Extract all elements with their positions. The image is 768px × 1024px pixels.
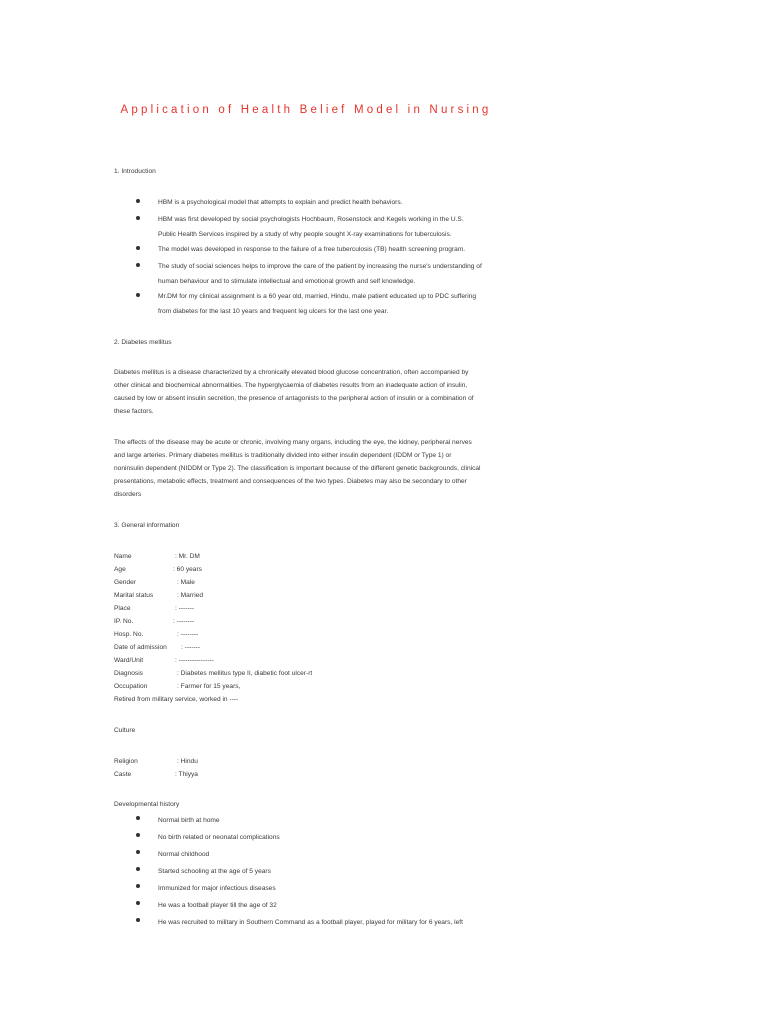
info-value-ward-unit: : ---------------- <box>175 657 214 664</box>
bullet-icon <box>136 867 140 871</box>
info-value-marital-status: : Married <box>177 592 204 599</box>
info-label-marital-status: Marital status <box>114 592 154 599</box>
diabetes-para2-line-4: presentations, metabolic effects, treatment and consequences of the two types. Diabetes may also be secondary to other <box>114 478 467 485</box>
intro-bullet-1-line-1: HBM is a psychological model that attempts to explain and predict health behaviors. <box>158 199 403 206</box>
diabetes-para2-line-5: disorders <box>114 491 142 498</box>
info-value-occupation: : Farmer for 15 years, <box>177 683 241 690</box>
info-value-place: : ------- <box>175 605 195 612</box>
section-heading-general-info: 3. General information <box>114 522 180 529</box>
info-value-name: : Mr. DM <box>175 553 200 560</box>
bullet-icon <box>136 901 140 905</box>
intro-bullet-4-line-2: human behaviour and to stimulate intellectual and emotional growth and self knowledge. <box>158 278 416 285</box>
bullet-icon <box>136 263 140 267</box>
info-value-diagnosis: : Diabetes mellitus type II, diabetic foot ulcer-rt <box>177 670 313 677</box>
info-value-gender: : Male <box>177 579 195 586</box>
info-label-gender: Gender <box>114 579 136 586</box>
info-label-diagnosis: Diagnosis <box>114 670 143 677</box>
bullet-icon <box>136 850 140 854</box>
info-label-place: Place <box>114 605 131 612</box>
intro-bullet-5-line-2: from diabetes for the last 10 years and frequent leg ulcers for the last one year. <box>158 308 389 315</box>
info-label-hosp-no: Hosp. No. <box>114 631 144 638</box>
dev-bullet-2: No birth related or neonatal complications <box>158 834 280 841</box>
info-value-age: : 60 years <box>173 566 202 573</box>
section-heading-diabetes: 2. Diabetes mellitus <box>114 339 172 346</box>
info-label-name: Name <box>114 553 132 560</box>
diabetes-para1-line-1: Diabetes mellitus is a disease characterized by a chronically elevated blood glucose concentration, often accompanied by <box>114 369 469 376</box>
dev-bullet-6: He was a football player till the age of 32 <box>158 902 277 909</box>
intro-bullet-3-line-1: The model was developed in response to the failure of a free tuberculosis (TB) health screening program. <box>158 246 466 253</box>
info-value-ip-no: : -------- <box>173 618 195 625</box>
retired-line: Retired from military service, worked in ---- <box>114 696 239 703</box>
bullet-icon <box>136 833 140 837</box>
culture-value-religion: : Hindu <box>177 758 198 765</box>
bullet-icon <box>136 246 140 250</box>
section-heading-introduction: 1. Introduction <box>114 168 156 175</box>
diabetes-para1-line-3: caused by low or absent insulin secretion, the presence of antagonists to the peripheral action of insulin or a combination of <box>114 395 474 402</box>
info-label-date-of-admission: Date of admission <box>114 644 167 651</box>
intro-bullet-2-line-2: Public Health Services inspired by a study of why people sought X-ray examinations for tuberculosis. <box>158 231 452 238</box>
dev-bullet-7: He was recruited to military in Southern Command as a football player, played for military for 6 years, left <box>158 919 463 926</box>
culture-value-caste: : Thiyya <box>175 771 198 778</box>
info-value-date-of-admission: : ------- <box>181 644 201 651</box>
bullet-icon <box>136 884 140 888</box>
bullet-icon <box>136 918 140 922</box>
diabetes-para1-line-4: these factors. <box>114 408 154 415</box>
intro-bullet-5-line-1: Mr.DM for my clinical assignment is a 60 year old, married, Hindu, male patient educated up to PDC suffering <box>158 293 476 300</box>
diabetes-para2-line-2: and large arteries. Primary diabetes mellitus is traditionally divided into either insulin dependent (IDDM or Type 1) or <box>114 452 452 459</box>
info-label-ward-unit: Ward/Unit <box>114 657 144 664</box>
info-value-hosp-no: : -------- <box>177 631 199 638</box>
section-heading-culture: Culture <box>114 727 136 734</box>
intro-bullet-2-line-1: HBM was first developed by social psychologists Hochbaum, Rosenstock and Kegels working in the U.S. <box>158 216 464 223</box>
culture-label-caste: Caste <box>114 771 132 778</box>
info-label-ip-no: IP. No. <box>114 618 134 625</box>
section-heading-developmental-history: Developmental history <box>114 801 180 808</box>
intro-bullet-4-line-1: The study of social sciences helps to improve the care of the patient by increasing the nurse's understanding of <box>158 263 482 270</box>
info-label-age: Age <box>114 566 126 573</box>
diabetes-para2-line-1: The effects of the disease may be acute or chronic, involving many organs, including the eye, the kidney, peripheral nerves <box>114 439 472 446</box>
dev-bullet-5: Immunized for major infectious diseases <box>158 885 276 892</box>
diabetes-para1-line-2: other clinical and biochemical abnormalities. The hyperglycaemia of diabetes results from an inadequate action of insulin, <box>114 382 468 389</box>
info-label-occupation: Occupation <box>114 683 148 690</box>
dev-bullet-1: Normal birth at home <box>158 817 220 824</box>
dev-bullet-3: Normal childhood <box>158 851 210 858</box>
dev-bullet-4: Started schooling at the age of 5 years <box>158 868 271 875</box>
document-title: Application of Health Belief Model in Nursing <box>120 104 492 116</box>
bullet-icon <box>136 199 140 203</box>
bullet-icon <box>136 216 140 220</box>
bullet-icon <box>136 816 140 820</box>
bullet-icon <box>136 293 140 297</box>
culture-label-religion: Religion <box>114 758 138 765</box>
diabetes-para2-line-3: noninsulin dependent (NIDDM or Type 2). The classification is important because of the different genetic backgrounds, clinical <box>114 465 481 472</box>
